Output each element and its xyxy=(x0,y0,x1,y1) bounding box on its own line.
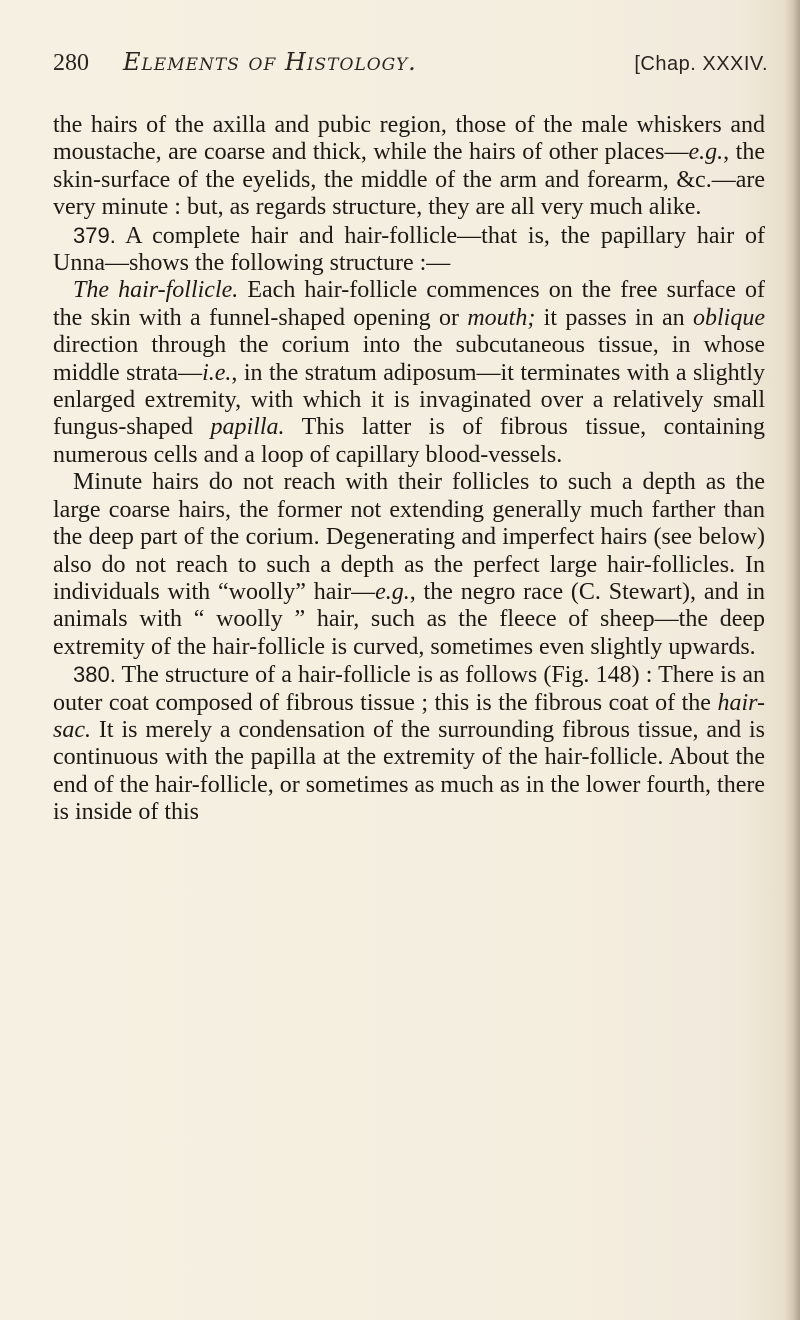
paragraph-text: it passes in an xyxy=(535,304,693,331)
italic-term: mouth; xyxy=(467,304,536,331)
body-text xyxy=(53,112,765,827)
page-edge-shadow xyxy=(784,0,800,1320)
running-header xyxy=(53,48,768,98)
italic-eg: e.g. xyxy=(688,139,724,166)
paragraph-text: It is merely a condensation of the surrounding fibrous tissue, and is continuous with the papilla at the extremity of the hair-follicle. About the end of the hair-follicle, or sometimes as much as in the lower fourth, there is inside of this xyxy=(53,716,765,826)
page-number: 280 xyxy=(53,50,89,76)
italic-term: hair-sac. xyxy=(53,689,765,743)
paragraph-continuation xyxy=(53,112,765,222)
paragraph-text: , the negro race (C. Stewart), and in animals with “ woolly ” hair, such as the fleece of sheep—the deep extremity of the hair-follicle is curved, sometimes even slightly upwards. xyxy=(53,578,765,660)
paragraph-380 xyxy=(53,661,765,826)
paragraph-text: the hairs of the axilla and pubic region, those of the male whiskers and moustache, are coarse and thick, while the hairs of other places— xyxy=(53,112,765,166)
paragraph-hair-follicle xyxy=(53,277,765,469)
paragraph-number: 379. xyxy=(73,222,116,248)
italic-term: oblique xyxy=(693,304,765,331)
paragraph-text: A complete hair and hair-follicle—that is, the papillary hair of Unna—shows the following structure :— xyxy=(53,222,765,277)
chapter-reference: [Chap. XXXIV. xyxy=(634,53,768,75)
running-title: Elements of Histology. xyxy=(123,48,417,76)
italic-term: papilla. xyxy=(210,414,285,441)
paragraph-text: The structure of a hair-follicle is as follows (Fig. 148) : There is an outer coat composed of fibrous tissue ; this is the fibrous coat of the xyxy=(53,662,765,716)
paragraph-text: This latter is of fibrous tissue, containing numerous cells and a loop of capillary blood-vessels. xyxy=(53,414,765,468)
paragraph-text: Each hair-follicle commences on the free surface of the skin with a funnel-shaped opening or xyxy=(53,277,765,331)
italic-eg: e.g. xyxy=(375,578,410,605)
paragraph-379 xyxy=(53,222,765,278)
italic-heading: The hair-follicle. xyxy=(73,277,239,304)
paragraph-text: , the skin-surface of the eyelids, the middle of the arm and forearm, &c.—are very minute : but, as regards structure, they are all very much alike. xyxy=(53,139,766,221)
paragraph-minute-hairs xyxy=(53,469,765,661)
paragraph-text: Minute hairs do not reach with their follicles to such a depth as the large coarse hairs, the former not extending generally much farther than the deep part of the corium. Degenerating and imperfect hairs (see below) also do not reach to such a depth as the perfect large hair-follicles. In individuals with “woolly” hair— xyxy=(53,469,765,605)
paragraph-text: direction through the corium into the subcutaneous tissue, in whose middle strata— xyxy=(53,332,765,386)
paragraph-text: , in the stratum adiposum—it terminates with a slightly enlarged extremity, with which it is invaginated over a relatively small fungus-shaped xyxy=(53,359,765,441)
paragraph-number: 380. xyxy=(73,662,116,688)
italic-term: i.e. xyxy=(202,359,232,386)
